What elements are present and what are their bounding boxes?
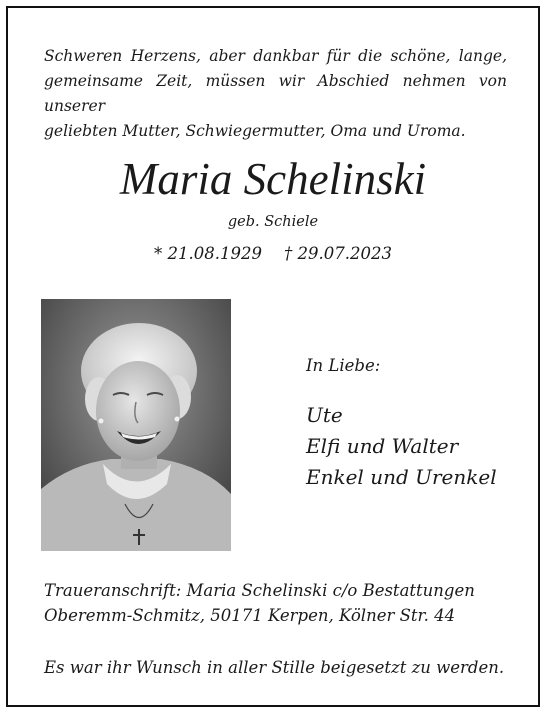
mourner-name: Ute — [306, 403, 343, 427]
mourner-name: Enkel und Urenkel — [306, 465, 497, 489]
mourning-address — [44, 578, 475, 628]
portrait-photo — [41, 299, 231, 551]
obituary-notice — [6, 6, 540, 707]
closing-note: Es war ihr Wunsch in aller Stille beigesetzt zu werden. — [44, 658, 505, 677]
portrait-photo-illustration — [41, 299, 231, 551]
birth-name: geb. Schiele — [227, 214, 319, 230]
life-dates — [8, 244, 538, 263]
address-line: Oberemm-Schmitz, 50171 Kerpen, Kölner Str. 44 — [44, 606, 456, 625]
intro-line: Schweren Herzens, aber dankbar für die schöne, lange, — [44, 47, 507, 65]
mourner-name: Elfi und Walter — [306, 434, 459, 458]
mourners-list — [306, 400, 497, 493]
intro-line: geliebten Mutter, Schwiegermutter, Oma und Uroma. — [44, 122, 466, 140]
intro-text — [44, 44, 507, 144]
address-line: Traueranschrift: Maria Schelinski c/o Bestattungen — [44, 581, 475, 600]
deceased-name: Maria Schelinski — [119, 154, 427, 204]
death-date: † 29.07.2023 — [284, 244, 392, 263]
in-love-heading: In Liebe: — [306, 356, 381, 375]
intro-line: gemeinsame Zeit, müssen wir Abschied nehmen von unserer — [44, 72, 507, 115]
birth-date: * 21.08.1929 — [154, 244, 262, 263]
